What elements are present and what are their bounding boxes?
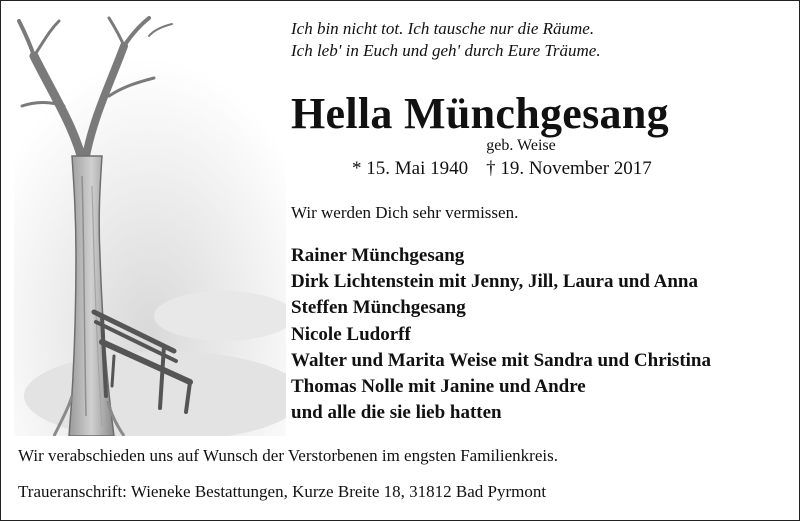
birth-name: geb. Weise bbox=[486, 137, 556, 154]
funeral-notice: Wir verabschieden uns auf Wunsch der Verstorbenen im engsten Familienkreis. bbox=[18, 446, 558, 465]
death-date: † 19. November 2017 bbox=[486, 158, 652, 179]
birth-name-row bbox=[0, 137, 800, 155]
mourner-entry: Rainer Münchgesang bbox=[291, 245, 465, 266]
birth-date: * 15. Mai 1940 bbox=[352, 158, 469, 179]
memorial-quote bbox=[291, 18, 601, 62]
mourner-entry: Walter und Marita Weise mit Sandra und Christina bbox=[291, 349, 711, 371]
life-dates bbox=[352, 158, 652, 180]
quote-line-2: Ich leb' in Euch und geh' durch Eure Träume. bbox=[291, 41, 601, 60]
mourner-entry: und alle die sie lieb hatten bbox=[291, 402, 502, 424]
mourner-entry: Steffen Münchgesang bbox=[291, 297, 466, 319]
tree-bench-illustration bbox=[14, 16, 286, 436]
deceased-name: Hella Münchgesang bbox=[291, 89, 669, 138]
mourner-entry: Nicole Ludorff bbox=[291, 323, 411, 345]
farewell-message: Wir werden Dich sehr vermissen. bbox=[291, 203, 519, 222]
condolence-address: Traueranschrift: Wieneke Bestattungen, Kurze Breite 18, 31812 Bad Pyrmont bbox=[18, 482, 547, 501]
mourners-list bbox=[291, 243, 711, 426]
quote-line-1: Ich bin nicht tot. Ich tausche nur die Räume. bbox=[291, 19, 595, 38]
mourner-entry: Dirk Lichtenstein mit Jenny, Jill, Laura und Anna bbox=[291, 271, 698, 293]
mourner-entry: Thomas Nolle mit Janine und Andre bbox=[291, 376, 586, 398]
